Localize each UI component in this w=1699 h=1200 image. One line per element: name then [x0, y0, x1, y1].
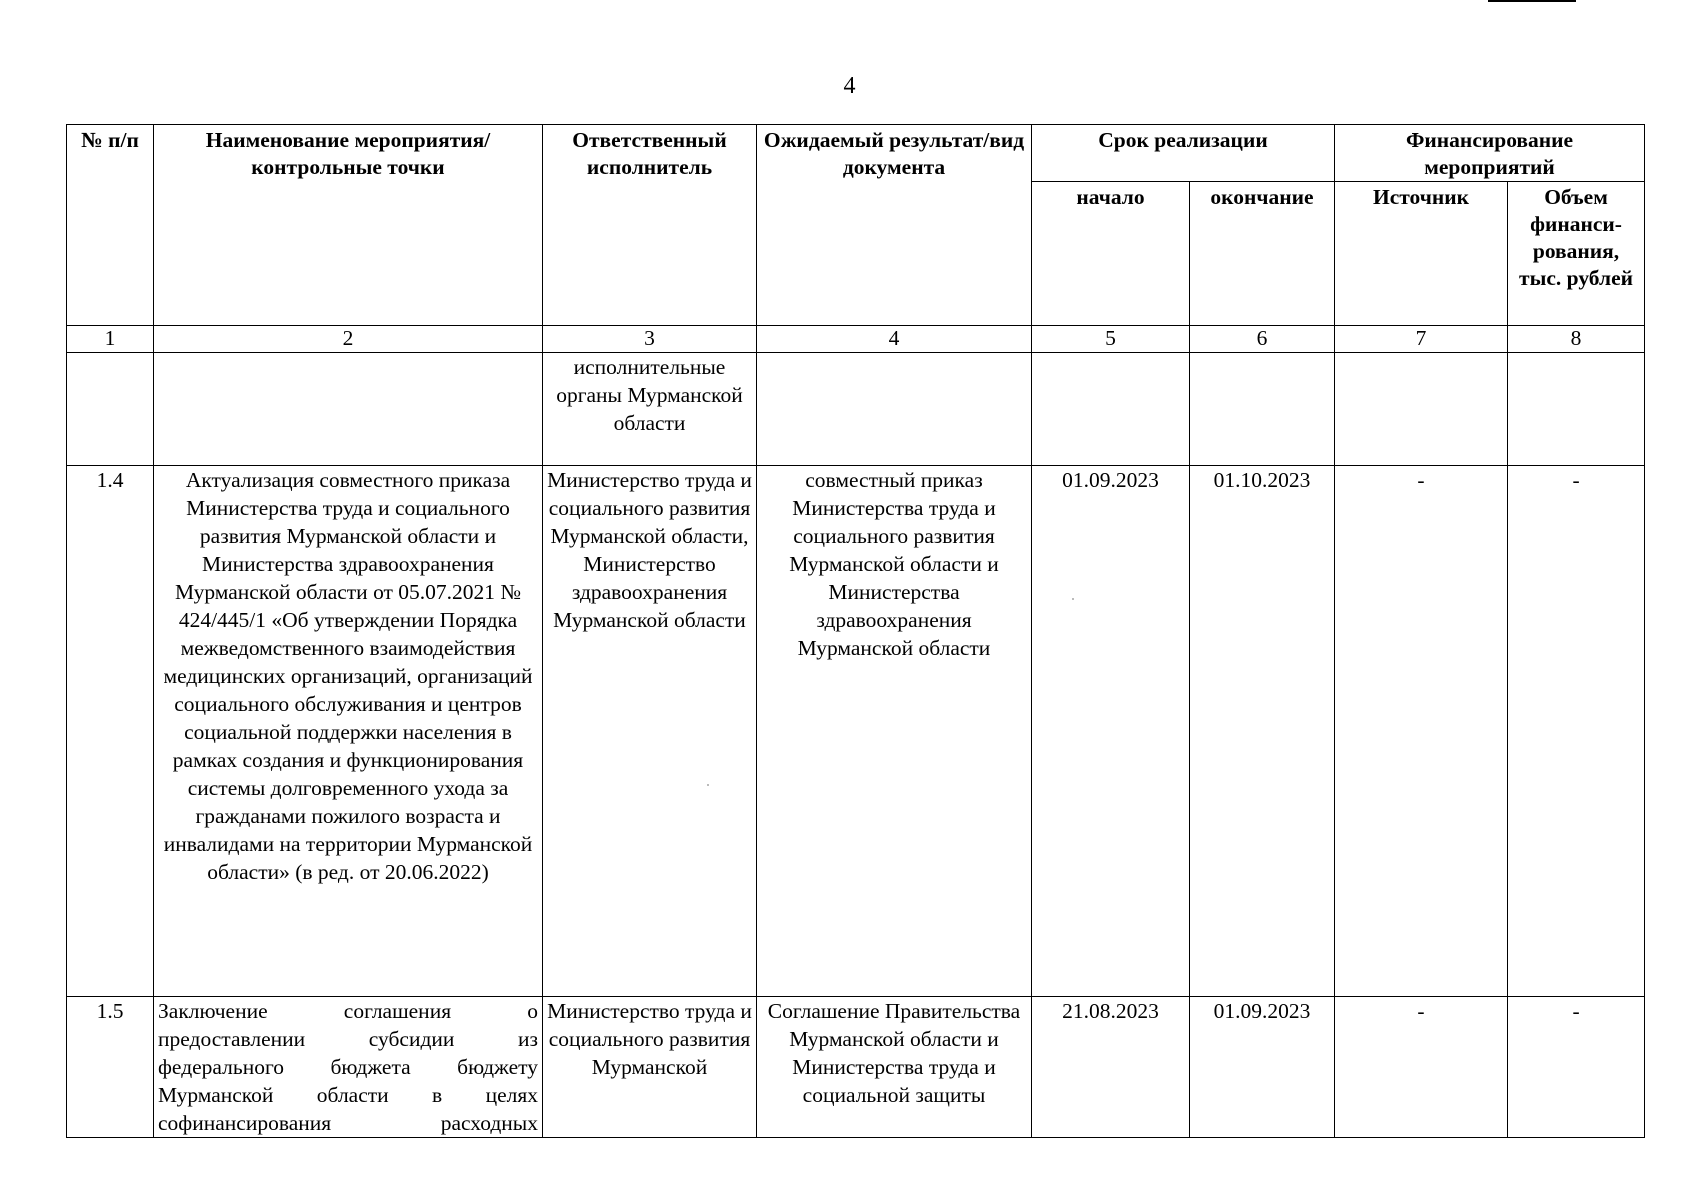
column-number: 4 — [757, 326, 1032, 353]
column-number: 7 — [1335, 326, 1508, 353]
row-name: Заключение соглашения о предоставлении субсидии из федерального бюджета бюджету Мурманской области в целях софинансирования расходных — [154, 997, 543, 1138]
row-name: Актуализация совместного приказа Министерства труда и социального развития Мурманской области и Министерства здравоохранения Мурманской области от 05.07.2021 № 424/445/1 «Об утверждении Порядка межведомственного взаимодействия медицинских организаций, организаций социального обслуживания и центров социальной поддержки населения в рамках создания и функционирования системы долговременного ухода за гражданами пожилого возраста и инвалидами на территории Мурманской области» (в ред. от 20.06.2022) — [154, 466, 543, 997]
row-volume: - — [1508, 466, 1645, 997]
row-source — [1335, 353, 1508, 466]
column-number: 3 — [543, 326, 757, 353]
action-plan-table — [66, 124, 1645, 1138]
column-number: 6 — [1190, 326, 1335, 353]
row-end: 01.09.2023 — [1190, 997, 1335, 1138]
scan-speck — [1072, 598, 1074, 600]
row-name — [154, 353, 543, 466]
header-financing: Финансирование мероприятий — [1335, 125, 1645, 182]
table-row — [67, 466, 1645, 997]
column-number: 8 — [1508, 326, 1645, 353]
row-start: 21.08.2023 — [1032, 997, 1190, 1138]
header-name: Наименование мероприятия/ контрольные точки — [154, 125, 543, 326]
header-term: Срок реализации — [1032, 125, 1335, 182]
row-volume — [1508, 353, 1645, 466]
row-num — [67, 353, 154, 466]
row-executor: исполнительные органы Мурманской области — [543, 353, 757, 466]
column-number-row — [67, 326, 1645, 353]
header-fin-source: Источник — [1335, 182, 1508, 326]
row-result: Соглашение Правительства Мурманской области и Министерства труда и социальной защиты — [757, 997, 1032, 1138]
row-result — [757, 353, 1032, 466]
column-number: 2 — [154, 326, 543, 353]
row-end: 01.10.2023 — [1190, 466, 1335, 997]
header-fin-volume: Объем финанси-рования, тыс. рублей — [1508, 182, 1645, 326]
header-term-end: окончание — [1190, 182, 1335, 326]
row-executor: Министерство труда и социального развития Мурманской области, Министерство здравоохранения Мурманской области — [543, 466, 757, 997]
row-result: совместный приказ Министерства труда и социального развития Мурманской области и Министерства здравоохранения Мурманской области — [757, 466, 1032, 997]
row-source: - — [1335, 997, 1508, 1138]
row-start — [1032, 353, 1190, 466]
row-num: 1.5 — [67, 997, 154, 1138]
table-row — [67, 353, 1645, 466]
column-number: 5 — [1032, 326, 1190, 353]
header-executor: Ответственный исполнитель — [543, 125, 757, 326]
table-row — [67, 997, 1645, 1138]
row-source: - — [1335, 466, 1508, 997]
row-volume: - — [1508, 997, 1645, 1138]
column-number: 1 — [67, 326, 154, 353]
row-executor: Министерство труда и социального развития Мурманской — [543, 997, 757, 1138]
header-num: № п/п — [67, 125, 154, 326]
header-result: Ожидаемый результат/вид документа — [757, 125, 1032, 326]
scan-speck — [707, 784, 709, 786]
scan-corner-mark — [1488, 0, 1576, 2]
row-end — [1190, 353, 1335, 466]
page-number: 4 — [843, 73, 856, 99]
row-num: 1.4 — [67, 466, 154, 997]
row-start: 01.09.2023 — [1032, 466, 1190, 997]
header-term-start: начало — [1032, 182, 1190, 326]
